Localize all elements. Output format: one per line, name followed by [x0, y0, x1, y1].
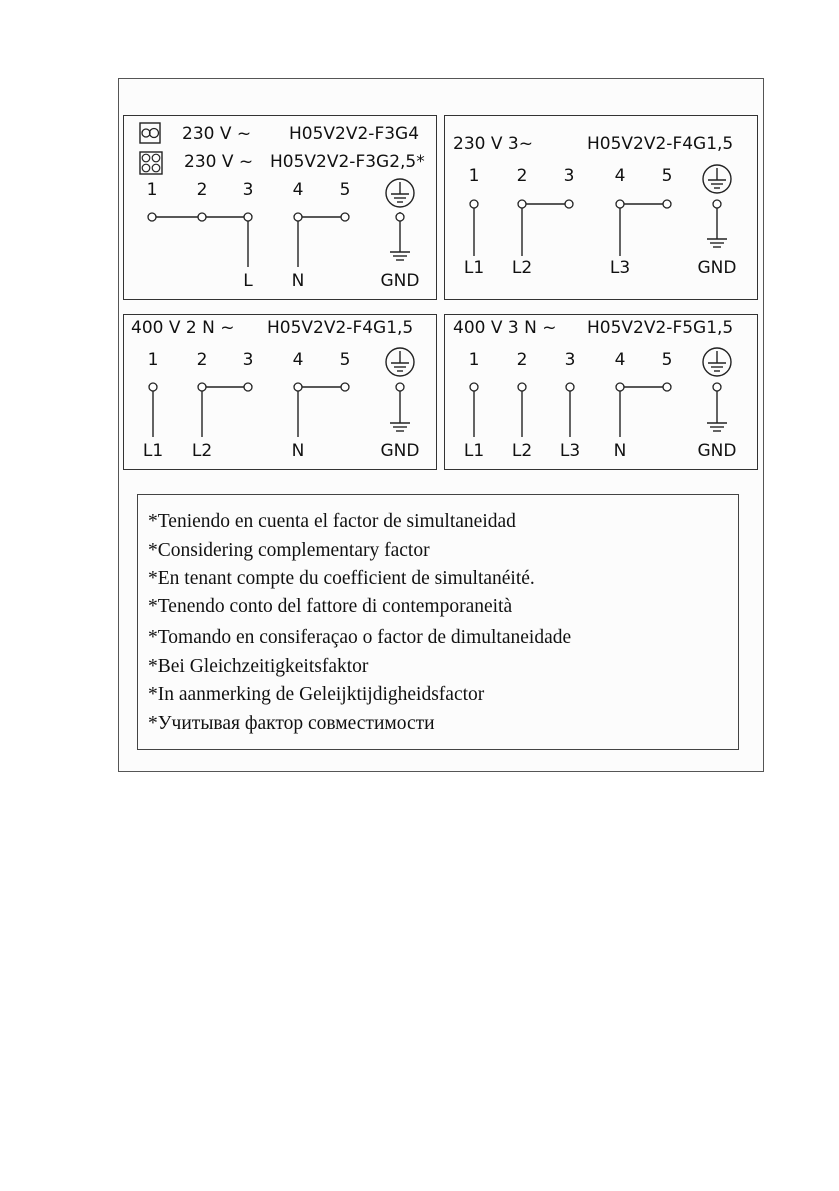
output-label: L3	[609, 258, 631, 278]
output-label: N	[613, 441, 627, 461]
output-label: L1	[463, 441, 485, 461]
panel-230v-single-phase	[123, 115, 437, 300]
ground-icon	[386, 179, 414, 207]
voltage-label: 230 V 3~	[453, 134, 533, 154]
terminal-2	[518, 200, 526, 208]
voltage-label: 400 V 3 N ~	[453, 318, 557, 338]
terminal-number: 1	[468, 350, 480, 370]
terminal-1	[149, 383, 157, 391]
terminal-5	[341, 213, 349, 221]
output-label: L1	[463, 258, 485, 278]
two-zone-hob-icon	[140, 123, 160, 143]
terminal-number: 1	[146, 180, 158, 200]
terminal-4	[294, 213, 302, 221]
terminal-1	[470, 200, 478, 208]
terminal-number: 4	[614, 350, 626, 370]
output-label: GND	[697, 258, 737, 278]
terminal-2	[198, 213, 206, 221]
terminal-2	[518, 383, 526, 391]
output-label: L2	[511, 441, 533, 461]
voltage-label: 230 V ~	[182, 124, 252, 144]
cable-label: H05V2V2-F3G2,5*	[270, 152, 425, 172]
terminal-earth	[396, 213, 404, 221]
terminal-3	[565, 200, 573, 208]
cable-label: H05V2V2-F4G1,5	[587, 134, 734, 154]
cable-label: H05V2V2-F4G1,5	[267, 318, 414, 338]
output-label: GND	[697, 441, 737, 461]
voltage-label: 230 V ~	[184, 152, 254, 172]
output-label: GND	[380, 441, 420, 461]
ground-icon	[703, 165, 731, 193]
terminal-3	[244, 383, 252, 391]
terminal-1	[470, 383, 478, 391]
note-german: *Bei Gleichzeitigkeitsfaktor	[148, 656, 369, 677]
terminal-3	[566, 383, 574, 391]
output-label: L2	[511, 258, 533, 278]
note-italian: *Tenendo conto del fattore di contemporaneità	[148, 596, 513, 617]
terminal-number: 1	[468, 166, 480, 186]
terminal-5	[341, 383, 349, 391]
terminal-number: 5	[339, 180, 351, 200]
four-zone-hob-icon	[140, 152, 162, 174]
output-label: N	[291, 441, 305, 461]
terminal-1	[148, 213, 156, 221]
note-french: *En tenant compte du coefficient de simultanéité.	[148, 568, 535, 589]
terminal-number: 3	[242, 180, 254, 200]
output-label: N	[291, 271, 305, 291]
panel-230v-three-phase	[444, 115, 758, 300]
terminal-5	[663, 383, 671, 391]
note-dutch: *In aanmerking de Geleijktijdigheidsfactor	[148, 684, 485, 705]
ground-icon	[386, 348, 414, 376]
terminal-4	[616, 200, 624, 208]
ground-icon	[703, 348, 731, 376]
voltage-label: 400 V 2 N ~	[131, 318, 235, 338]
note-russian: *Учитывая фактор совместимости	[148, 713, 435, 734]
terminal-4	[616, 383, 624, 391]
output-label: L2	[191, 441, 213, 461]
panel-400v-three-phase-neutral	[444, 314, 758, 470]
terminal-number: 4	[292, 180, 304, 200]
terminal-number: 2	[516, 166, 528, 186]
terminal-earth	[713, 383, 721, 391]
panel-400v-two-phase-neutral	[123, 314, 437, 470]
note-english: *Considering complementary factor	[148, 540, 430, 561]
output-label: GND	[380, 271, 420, 291]
terminal-5	[663, 200, 671, 208]
output-label: L	[243, 271, 253, 291]
terminal-earth	[396, 383, 404, 391]
terminal-number: 4	[614, 166, 626, 186]
terminal-3	[244, 213, 252, 221]
output-label: L3	[559, 441, 581, 461]
terminal-2	[198, 383, 206, 391]
terminal-number: 4	[292, 350, 304, 370]
terminal-number: 2	[516, 350, 528, 370]
terminal-number: 3	[563, 166, 575, 186]
terminal-number: 2	[196, 350, 208, 370]
cable-label: H05V2V2-F3G4	[289, 124, 420, 144]
terminal-number: 3	[242, 350, 254, 370]
terminal-4	[294, 383, 302, 391]
terminal-number: 3	[564, 350, 576, 370]
note-spanish: *Teniendo en cuenta el factor de simultaneidad	[148, 511, 516, 532]
cable-label: H05V2V2-F5G1,5	[587, 318, 734, 338]
terminal-number: 5	[661, 166, 673, 186]
output-label: L1	[142, 441, 164, 461]
terminal-number: 5	[339, 350, 351, 370]
terminal-number: 1	[147, 350, 159, 370]
terminal-earth	[713, 200, 721, 208]
terminal-number: 5	[661, 350, 673, 370]
note-portuguese: *Tomando en consiferaçao o factor de dimultaneidade	[148, 627, 572, 648]
terminal-number: 2	[196, 180, 208, 200]
simultaneity-factor-notes	[137, 494, 739, 750]
